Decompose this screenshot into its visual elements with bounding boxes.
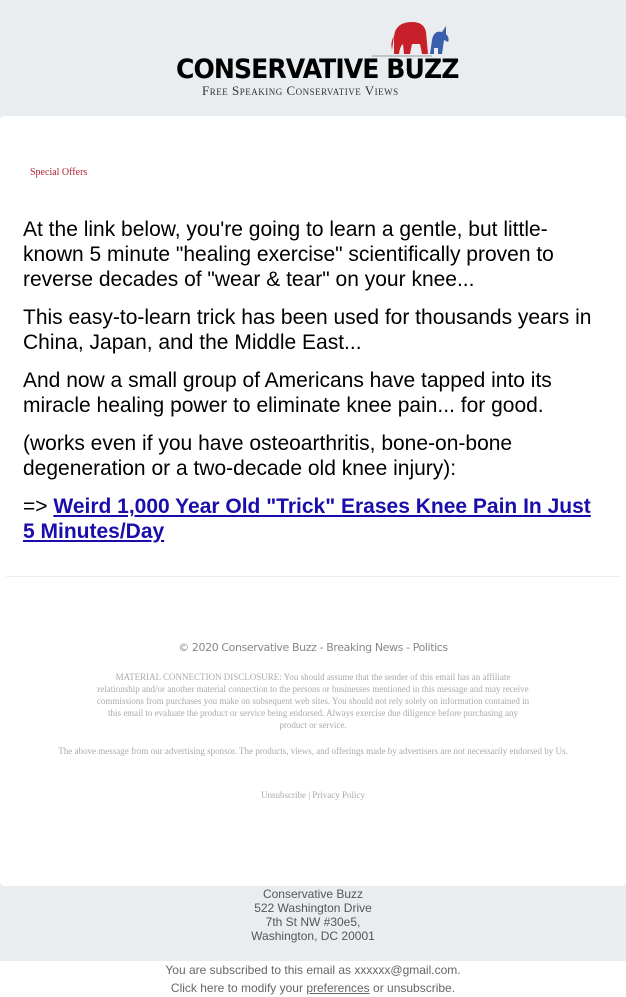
mailing-address [0,887,626,943]
cta-paragraph [23,494,608,544]
privacy-policy-link[interactable]: Privacy Policy [312,790,366,800]
logo-title: CONSERVATIVE BUZZ [176,54,459,85]
disclosure-text: MATERIAL CONNECTION DISCLOSURE: You should assume that the sender of this email has an affiliate relationship and/or another material connection to the persons or businesses mentioned in this message and may receive commissions from purchases you make on subsequent web sites. You should not rely solely on information contained in this email to evaluate the product or service being endorsed. Always exercise due diligence before purchasing any product or service. [96,672,530,730]
paragraph-3: And now a small group of Americans have tapped into its miracle healing power to eliminate knee pain... for good. [23,369,552,417]
logo-tagline: Free Speaking Conservative Views [202,83,399,98]
preferences-link[interactable]: preferences [306,981,370,995]
elephant-donkey-icon [372,18,452,58]
unsubscribe-text: or unsubscribe. [369,981,456,995]
paragraph-2: This easy-to-learn trick has been used for thousands years in China, Japan, and the Middle East... [23,306,592,354]
cta-link[interactable]: Weird 1,000 Year Old "Trick" Erases Knee Pain In Just 5 Minutes/Day [23,495,591,543]
sponsor-text: The above message from our advertising sponsor. The products, views, and offerings made by advertisers are not necessarily endorsed by Us. [58,746,568,756]
modify-text: Click here to modify your [170,981,307,995]
copyright: © 2020 Conservative Buzz - Breaking News - Politics [178,641,448,654]
divider [6,576,620,577]
address-line: Conservative Buzz [262,887,364,901]
subscribed-as-text: You are subscribed to this email as xxxxxx@gmail.com. [165,963,461,977]
paragraph-1: At the link below, you're going to learn a gentle, but little-known 5 minute "healing exercise" scientifically proven to reverse decades of "wear & tear" on your knee... [23,218,554,291]
email-body [23,217,608,557]
conservative-buzz-logo[interactable] [176,18,459,98]
address-line: 7th St NW #30e5, [265,915,361,929]
address-line: 522 Washington Drive [254,901,372,915]
footer-links [0,789,626,801]
paragraph-4: (works even if you have osteoarthritis, bone-on-bone degeneration or a two-decade old knee injury): [23,432,513,480]
email-card [0,116,626,886]
unsubscribe-link[interactable]: Unsubscribe [260,790,306,800]
modify-line [0,979,626,997]
email-header [0,0,626,116]
address-line: Washington, DC 20001 [251,929,375,943]
special-offers-label: Special Offers [30,167,88,178]
subscription-info [0,961,626,997]
arrow-text: => [23,495,54,518]
separator: | [305,790,313,800]
